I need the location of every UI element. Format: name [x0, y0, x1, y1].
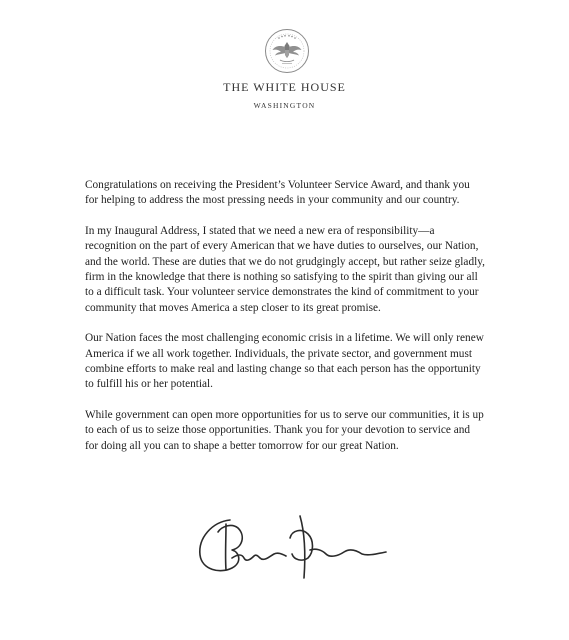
paragraph-economic-crisis: Our Nation faces the most challenging economic crisis in a lifetime. We will only renew America if we all work together. Individuals, the private sector, and government must combine efforts to make real and lasting change so that each person has the opportunity to fulfill his or her potential.: [85, 332, 484, 391]
letterhead-subtitle: WASHINGTON: [253, 101, 316, 110]
presidential-seal-icon: [264, 28, 310, 74]
letter-body: [85, 178, 485, 469]
letterhead-title: THE WHITE HOUSE: [223, 80, 346, 94]
paragraph-congratulations: Congratulations on receiving the President’s Volunteer Service Award, and thank you for helping to address the most pressing needs in your community and our country.: [85, 179, 470, 207]
paragraph-closing: While government can open more opportunities for us to serve our communities, it is up to each of us to seize those opportunities. Thank you for your devotion to service and for doing all you can to shape a better tomorrow for our great Nation.: [85, 409, 484, 452]
paragraph-inaugural-address: In my Inaugural Address, I stated that we need a new era of responsibility—a recognition on the part of every American that we have duties to ourselves, our Nation, and the world. These are duties that we do not grudgingly accept, but rather seize gladly, firm in the knowledge that there is nothing so satisfying to the spirit than giving our all to a difficult task. Your volunteer service demonstrates the kind of commitment to your community that moves America a step closer to its great promise.: [85, 225, 485, 314]
handwritten-signature-icon: [192, 510, 392, 585]
